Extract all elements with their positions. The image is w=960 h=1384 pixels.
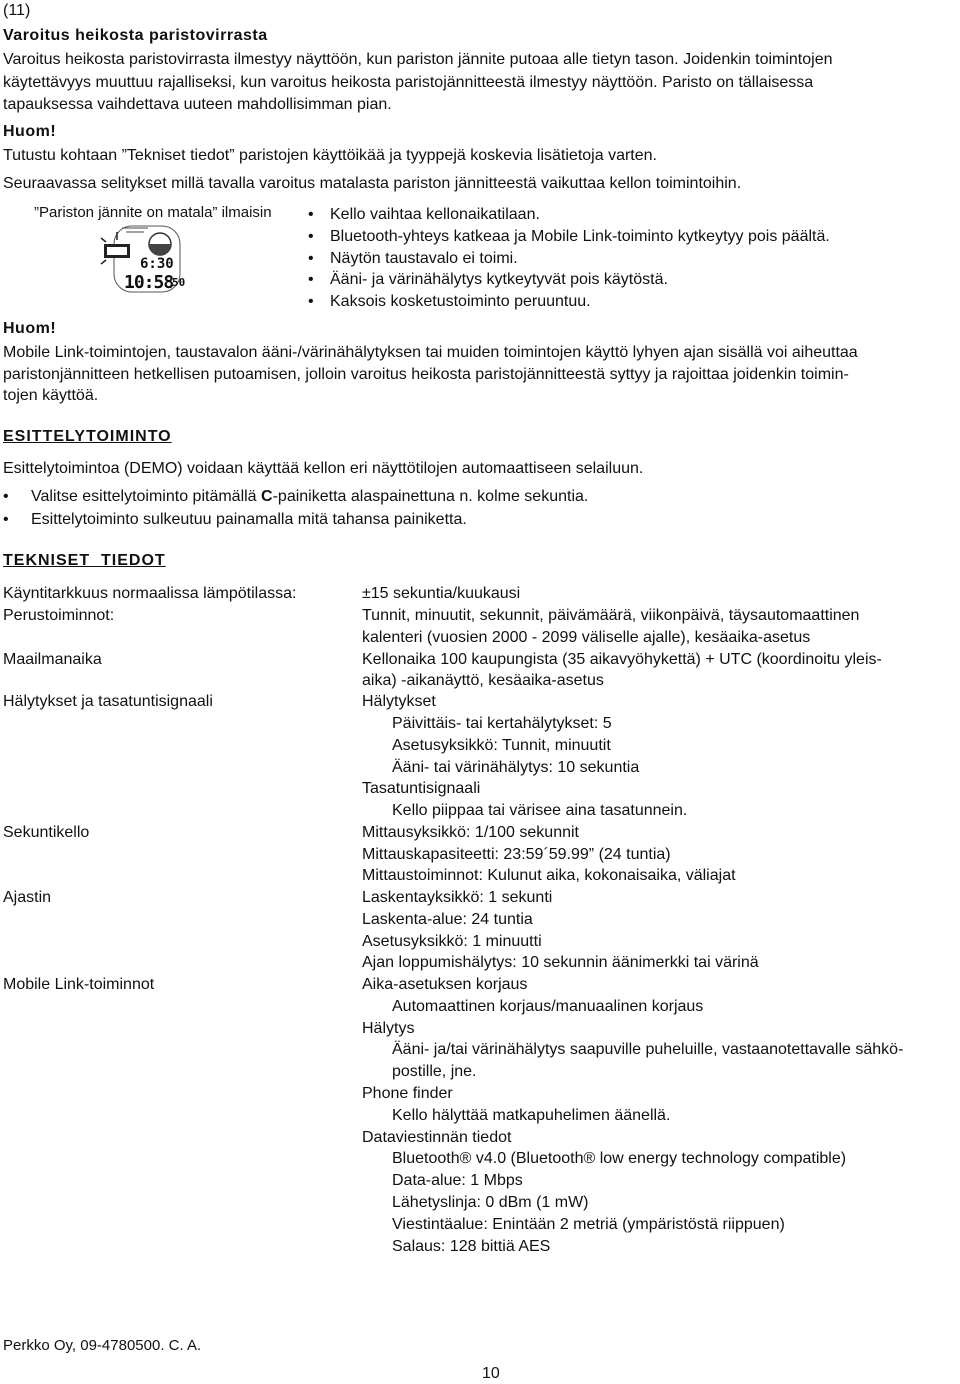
spec-value: Hälytys (362, 1020, 415, 1037)
page-number: 10 (482, 1365, 500, 1382)
spec-label-timer: Ajastin (3, 889, 52, 906)
spec-value: Kello hälyttää matkapuhelimen äänellä. (392, 1107, 671, 1124)
warning-line-2: käytettävyys muuttuu rajalliseksi, kun varoitus heikosta paristojännitteestä ilmestyy näyttöön. Paristo on tällaisessa (3, 74, 814, 91)
warning-line-3: tapauksessa vaihdettava uuteen mahdollisimman pian. (3, 96, 392, 113)
spec-value: Data-alue: 1 Mbps (392, 1172, 523, 1189)
note2-line-3: tojen käyttöä. (3, 387, 99, 404)
lcd-main-time: 10:58 (124, 272, 174, 293)
spec-value: Ääni- tai värinähälytys: 10 sekuntia (392, 759, 640, 776)
indicator-caption: ”Pariston jännite on matala” ilmaisin (34, 204, 272, 221)
following-text: Seuraavassa selitykset millä tavalla varoitus matalasta pariston jännitteestä vaikuttaa kellon toimintoihin. (3, 175, 742, 192)
spec-label-stopwatch: Sekuntikello (3, 824, 90, 841)
spec-value: Mittauskapasiteetti: 23:59´59.99” (24 tuntia) (362, 846, 671, 863)
spec-value: Tasatuntisignaali (362, 780, 481, 797)
lcd-seconds: 50 (172, 276, 186, 289)
spec-value: Päivittäis- tai kertahälytykset: 5 (392, 715, 612, 732)
note2-line-2: paristonjännitteen hetkellisen putoamisen, jolloin varoitus heikosta paristojännitteestä syttyy ja rajoittaa joidenkin toimin- (3, 366, 849, 383)
spec-value: aika) -aikanäyttö, kesäaika-asetus (362, 672, 604, 689)
effects-list: • Kello vaihtaa kellonaikatilaan. • Bluetooth-yhteys katkeaa ja Mobile Link-toiminto kytkeytyy pois päältä. • Näytön taustavalo ei toimi. • Ääni- ja värinähälytys kytkeytyvät pois käytöstä. • Kaksois kosketustoiminto peruuntuu. (308, 206, 830, 310)
spec-value: Lähetyslinja: 0 dBm (1 mW) (392, 1194, 589, 1211)
spec-value: ±15 sekuntia/kuukausi (362, 585, 521, 602)
spec-label-basic: Perustoiminnot: (3, 607, 115, 624)
spec-label-world: Maailmanaika (3, 651, 102, 668)
spec-value: Kellonaika 100 kaupungista (35 aikavyöhykettä) + UTC (koordinoitu yleis- (362, 651, 882, 668)
demo-heading: ESITTELYTOIMINTO (3, 428, 172, 445)
spec-value: Hälytykset (362, 693, 436, 710)
note-label: Huom! (3, 123, 57, 140)
specs-heading: TEKNISET TIEDOT (3, 552, 166, 569)
spec-value: Tunnit, minuutit, sekunnit, päivämäärä, viikonpäivä, täysautomaattinen (362, 607, 860, 624)
spec-label-mobile: Mobile Link-toiminnot (3, 976, 155, 993)
spec-value: Mittausyksikkö: 1/100 sekunnit (362, 824, 579, 841)
spec-value: Ääni- ja/tai värinähälytys saapuville puheluille, vastaanotettavalle sähkö- (392, 1041, 904, 1058)
warning-title: Varoitus heikosta paristovirrasta (3, 27, 268, 44)
spec-value: Laskentayksikkö: 1 sekunti (362, 889, 553, 906)
demo-intro: Esittelytoimintoa (DEMO) voidaan käyttää kellon eri näyttötilojen automaattiseen selailuun. (3, 460, 644, 477)
spec-label-accuracy: Käyntitarkkuus normaalissa lämpötilassa: (3, 585, 297, 602)
spec-value: Automaattinen korjaus/manuaalinen korjaus (392, 998, 704, 1015)
spec-value: Bluetooth® v4.0 (Bluetooth® low energy technology compatible) (392, 1150, 847, 1167)
spec-value: Ajan loppumishälytys: 10 sekunnin äänimerkki tai värinä (362, 954, 759, 971)
spec-value: Viestintäalue: Enintään 2 metriä (ympäristöstä riippuen) (392, 1216, 785, 1233)
spec-value: Laskenta-alue: 24 tuntia (362, 911, 533, 928)
note2-line-1: Mobile Link-toimintojen, taustavalon ääni-/värinähälytyksen tai muiden toimintojen käyttö lyhyen ajan sisällä voi aiheuttaa (3, 344, 858, 361)
lcd-upper-time: 6:30 (140, 256, 174, 272)
section-number: (11) (3, 2, 31, 19)
spec-value: Kello piippaa tai värisee aina tasatunnein. (392, 802, 688, 819)
spec-value: Salaus: 128 bittiä AES (392, 1238, 551, 1255)
spec-value: Dataviestinnän tiedot (362, 1129, 512, 1146)
warning-line-1: Varoitus heikosta paristovirrasta ilmestyy näyttöön, kun pariston jännite putoaa alle tietyn tason. Joidenkin toimintojen (3, 51, 833, 68)
spec-value: kalenteri (vuosien 2000 - 2099 väliselle ajalle), kesäaika-asetus (362, 629, 811, 646)
note-text: Tutustu kohtaan ”Tekniset tiedot” paristojen käyttöikää ja tyyppejä koskevia lisätietoja varten. (3, 147, 657, 164)
spec-label-alarms: Hälytykset ja tasatuntisignaali (3, 693, 213, 710)
watch-display-illustration (100, 224, 190, 296)
spec-value: postille, jne. (392, 1063, 477, 1080)
spec-value: Asetusyksikkö: 1 minuutti (362, 933, 542, 950)
spec-value: Asetusyksikkö: Tunnit, minuutit (392, 737, 611, 754)
note2-label: Huom! (3, 320, 57, 337)
spec-value: Mittaustoiminnot: Kulunut aika, kokonaisaika, väliajat (362, 867, 736, 884)
footer-company: Perkko Oy, 09-4780500. C. A. (3, 1337, 202, 1354)
spec-value: Aika-asetuksen korjaus (362, 976, 528, 993)
spec-value: Phone finder (362, 1085, 453, 1102)
